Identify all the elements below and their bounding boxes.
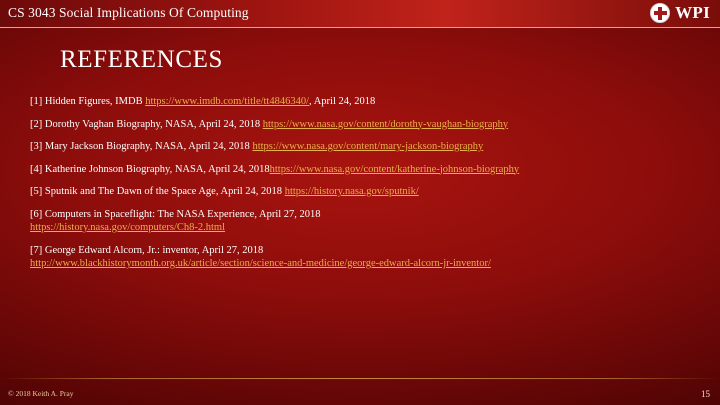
- slide-header-bar: [0, 0, 720, 28]
- reference-text: [5] Sputnik and The Dawn of the Space Age, April 24, 2018: [30, 186, 285, 197]
- page-title: REFERENCES: [60, 46, 223, 73]
- reference-item: [30, 208, 690, 235]
- reference-link[interactable]: https://www.imdb.com/title/tt4846340/: [145, 96, 310, 107]
- reference-link[interactable]: https://www.nasa.gov/content/katherine-johnson-biography: [269, 163, 520, 175]
- reference-item: [30, 118, 690, 132]
- references-list: [30, 95, 690, 280]
- copyright-text: © 2018 Keith A. Pray: [8, 389, 74, 398]
- page-number: 15: [701, 389, 710, 399]
- reference-text: [2] Dorothy Vaghan Biography, NASA, April 24, 2018: [30, 118, 263, 130]
- footer-divider: [0, 378, 720, 379]
- reference-text: [7] George Edward Alcorn, Jr.: inventor, April 27, 2018: [30, 244, 264, 256]
- reference-link[interactable]: https://history.nasa.gov/sputnik/: [284, 186, 419, 197]
- course-title: CS 3043 Social Implications Of Computing: [8, 5, 249, 20]
- reference-link[interactable]: https://www.nasa.gov/content/dorothy-vaughan-biography: [262, 118, 509, 130]
- reference-text: [4] Katherine Johnson Biography, NASA, April 24, 2018: [30, 163, 270, 175]
- reference-link[interactable]: https://www.nasa.gov/content/mary-jackson-biography: [252, 141, 484, 152]
- reference-text: [3] Mary Jackson Biography, NASA, April 24, 2018: [30, 141, 253, 152]
- reference-text: [6] Computers in Spaceflight: The NASA Experience, April 27, 2018: [30, 208, 321, 220]
- wpi-logo-text: WPI: [675, 3, 710, 22]
- wpi-seal-icon: [650, 3, 670, 23]
- wpi-logo: [650, 3, 710, 23]
- reference-link[interactable]: https://history.nasa.gov/computers/Ch8-2.html: [30, 222, 226, 233]
- reference-text: [1] Hidden Figures, IMDB: [30, 96, 146, 107]
- reference-item: [30, 163, 690, 177]
- reference-text: , April 24, 2018: [309, 96, 376, 107]
- reference-item: [30, 95, 690, 109]
- reference-item: [30, 244, 690, 271]
- reference-link[interactable]: http://www.blackhistorymonth.org.uk/article/section/science-and-medicine/george-edward-alcorn-jr-inventor/: [30, 258, 491, 269]
- reference-item: [30, 140, 690, 154]
- reference-item: [30, 185, 690, 199]
